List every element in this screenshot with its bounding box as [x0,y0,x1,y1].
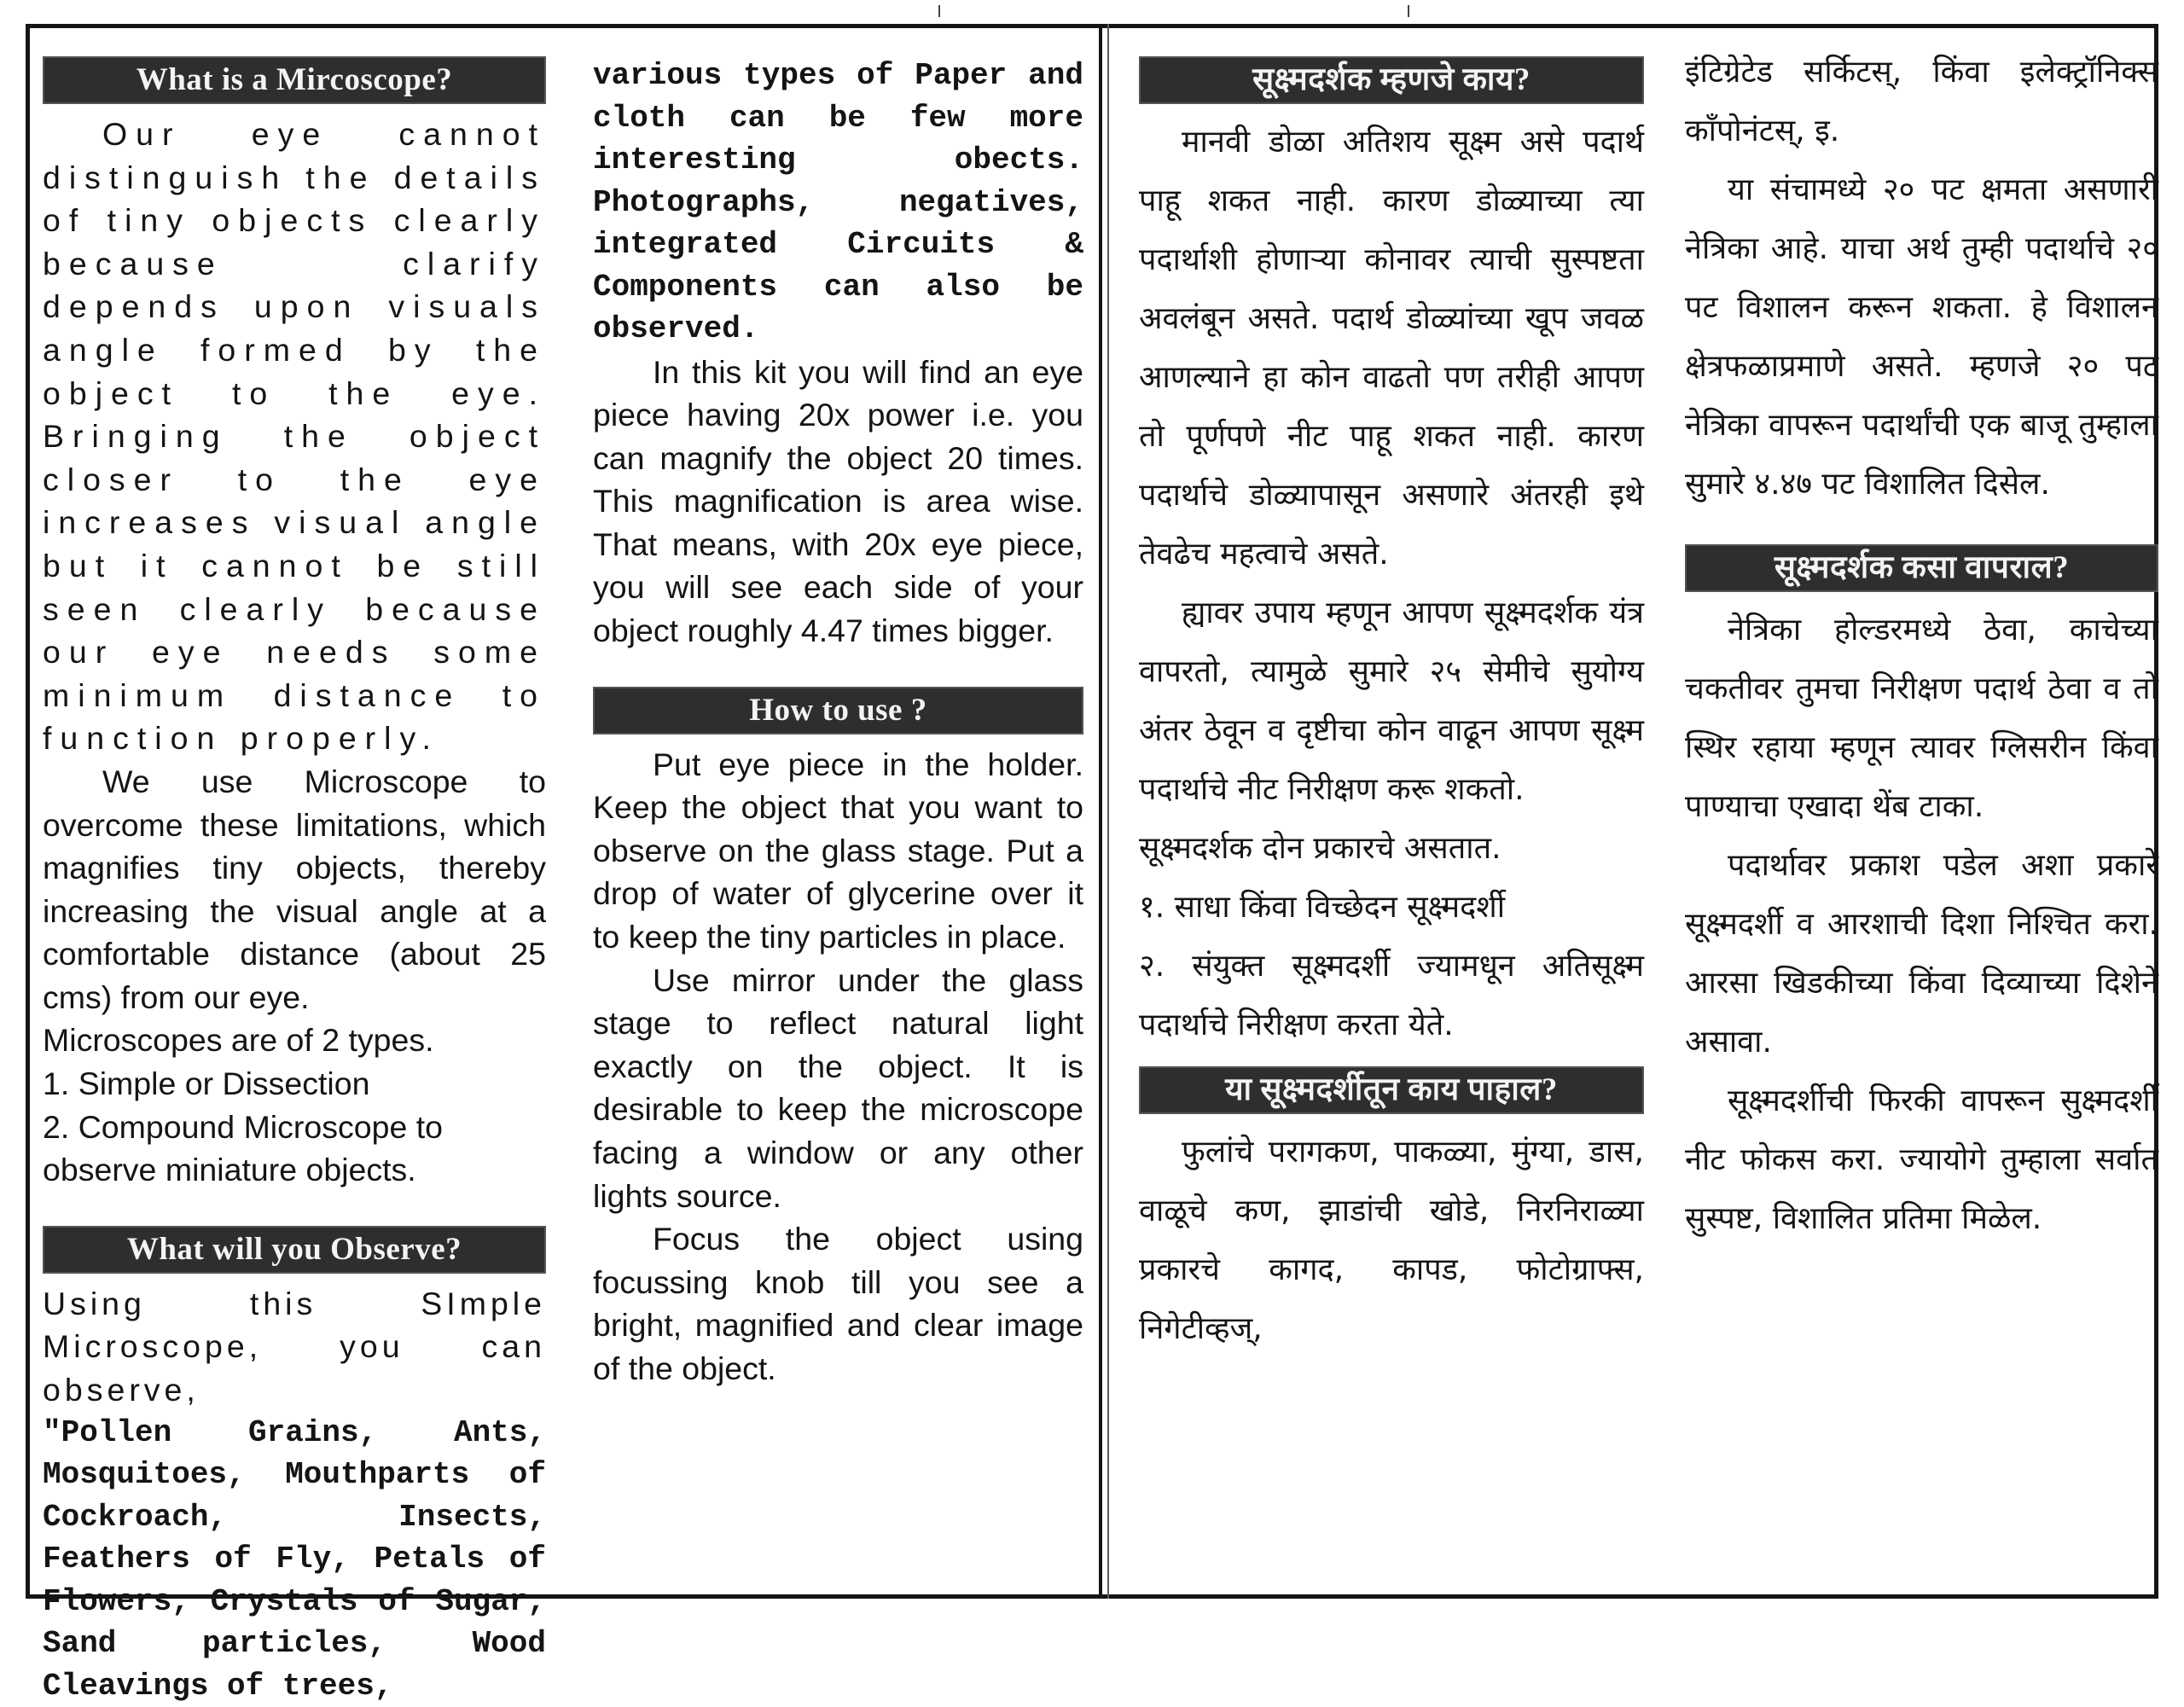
observe-list-bold-continued: various types of Paper and cloth can be few more interesting obects. Photographs, negatives, integrated Circuits & Components can also be observed. [593,58,1083,346]
marathi-kit-magnification-paragraph: या संचामध्ये २० पट क्षमता असणारी नेत्रिका आहे. याचा अर्थ तुम्ही पदार्थाचे २० पट विशालन करून शकता. हे विशालन क्षेत्रफळाप्रमाणे असते. म्हणजे २० पट नेत्रिका वापरून पदार्थांची एक बाजू तुम्हाला सुमारे ४.४७ पट विशालित दिसेल. [1685,172,2158,502]
observe-intro: Using this SImple Microscope, you can observe, [43,1285,546,1408]
type-simple: 1. Simple or Dissection [43,1065,370,1102]
fold-line-shadow [1107,24,1109,1599]
observe-list-bold: "Pollen Grains, Ants, Mosquitoes, Mouthparts of Cockroach, Insects, Feathers of Fly, Petals of Flowers, Crystals of Sugar, Sand particles, Wood Cleavings of trees, [43,1414,546,1704]
microscope-use-paragraph: We use Microscope to overcome these limitations, which magnifies tiny objects, thereby increasing the visual angle at a comfortable distance (about 25 cms) from our eye. [43,763,546,1015]
english-column-1 [43,26,546,1707]
heading-what-will-you-observe: What will you Observe? [43,1226,546,1274]
marathi-intro-paragraph: मानवी डोळा अतिशय सूक्ष्म असे पदार्थ पाहू शकत नाही. कारण डोळ्याच्या त्या पदार्थाशी होणाऱ्या कोनावर त्याची सुस्पष्टता अवलंबून असते. पदार्थ डोळ्यांच्या खूप जवळ आणल्याने हा कोन वाढतो पण तरीही आपण तो पूर्णपणे नीट पाहू शकत नाही. कारण पदार्थाचे डोळ्यापासून असणारे अंतरही इथे तेवढेच महत्वाचे असते. [1139,125,1644,572]
heading-what-is-microscope: What is a Mircoscope? [43,56,546,104]
fold-line [1099,24,1102,1599]
use-step-focus: Focus the object using focussing knob till you see a bright, magnified and clear image of the object. [593,1221,1083,1386]
heading-marathi-what-will-you-observe: या सूक्ष्मदर्शीतून काय पाहाल? [1139,1066,1644,1114]
intro-paragraph: Our eye cannot distinguish the details of tiny objects clearly because clarify depends upon visuals angle formed by the object to the eye. Bringing the object closer to the eye increases visual angle but it cannot be still seen clearly because our eye needs some minimum distance to function properly. [43,116,546,757]
marathi-type-compound: २. संयुक्त सूक्ष्मदर्शी ज्यामधून अतिसूक्ष्म पदार्थाचे निरीक्षण करता येते. [1139,949,1644,1042]
heading-how-to-use: How to use ? [593,687,1083,734]
type-compound: 2. Compound Microscope to observe miniature objects. [43,1108,443,1188]
marathi-column-2 [1685,26,2158,1248]
marathi-types-intro: सूक्ष्मदर्शक दोन प्रकारचे असतात. [1139,831,1502,866]
marathi-microscope-use-paragraph: ह्यावर उपाय म्हणून आपण सूक्ष्मदर्शक यंत्र वापरतो, त्यामुळे सुमारे २५ सेमीचे सुयोग्य अंतर ठेवून व दृष्टीचा कोन वाढून आपण सूक्ष्म पदार्थाचे नीट निरीक्षण करू शकतो. [1139,595,1644,807]
microscope-types-list [43,1019,546,1191]
use-step-mirror: Use mirror under the glass stage to reflect natural light exactly on the object. It is desirable to keep the microscope facing a window or any other lights source. [593,961,1083,1214]
types-intro: Microscopes are of 2 types. [43,1022,434,1059]
marathi-type-simple: १. साधा किंवा विच्छेदन सूक्ष्मदर्शी [1139,890,1506,925]
marathi-use-step-eyepiece: नेत्रिका होल्डरमध्ये ठेवा, काचेच्या चकतीवर तुमचा निरीक्षण पदार्थ ठेवा व तो स्थिर रहाया म्हणून त्यावर ग्लिसरीन किंवा पाण्याचा एखादा थेंब टाका. [1685,613,2158,824]
marathi-column-1 [1139,26,1644,1358]
marathi-observe-list-continued: इंटिग्रेटेड सर्किटस्, किंवा इलेक्ट्रॉनिक्स कॉंपोनंटस्, इ. [1685,55,2158,148]
marathi-use-step-mirror: पदार्थावर प्रकाश पडेल अशा प्रकारे सूक्ष्मदर्शी व आरशाची दिशा निश्चित करा. आरसा खिडकीच्या किंवा दिव्याच्या दिशेने असावा. [1685,848,2158,1060]
use-step-eyepiece: Put eye piece in the holder. Keep the object that you want to observe on the glass stage. Put a drop of water of glycerine over it to keep the tiny particles in place. [593,746,1083,955]
trim-mark [1408,5,1409,17]
heading-marathi-what-is-microscope: सूक्ष्मदर्शक म्हणजे काय? [1139,56,1644,104]
trim-mark [938,5,940,17]
english-column-2 [593,26,1083,1391]
heading-marathi-how-to-use: सूक्ष्मदर्शक कसा वापराल? [1685,544,2158,592]
marathi-use-step-focus: सूक्ष्मदर्शीची फिरकी वापरून सुक्ष्मदर्शी नीट फोकस करा. ज्यायोगे तुम्हाला सर्वात सुस्पष्ट, विशालित प्रतिमा मिळेल. [1685,1083,2158,1236]
kit-magnification-paragraph: In this kit you will find an eye piece having 20x power i.e. you can magnify the object 20 times. This magnification is area wise. That means, with 20x eye piece, you will see each side of your object roughly 4.47 times bigger. [593,353,1083,649]
marathi-observe-list: फुलांचे परागकण, पाकळ्या, मुंग्या, डास, वाळूचे कण, झाडांची खोडे, निरनिराळ्या प्रकारचे कागद, कापड, फोटोग्राफ्स, निगेटीव्हज्, [1139,1135,1644,1346]
